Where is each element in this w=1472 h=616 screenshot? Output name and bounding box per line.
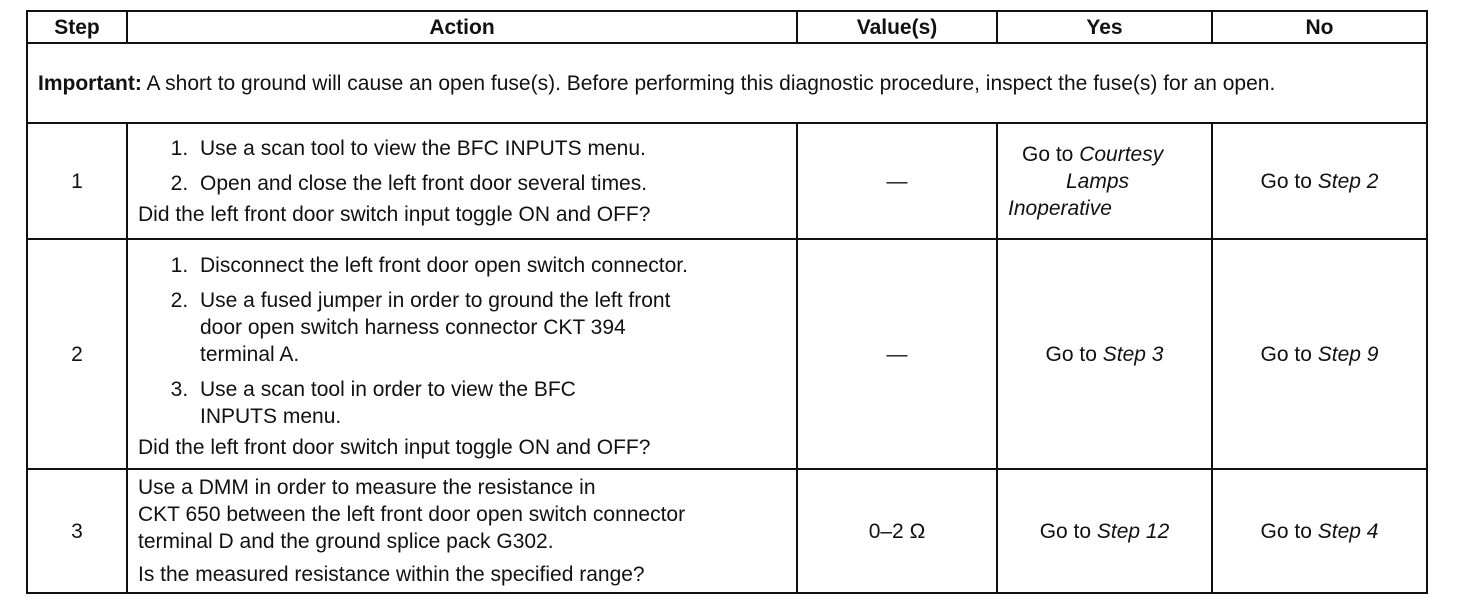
yes-prefix: Go to <box>1039 519 1097 543</box>
no-cell <box>1212 469 1427 593</box>
yes-reference-link[interactable]: Step 3 <box>1102 342 1164 366</box>
no-reference-link[interactable]: Step 2 <box>1317 169 1379 193</box>
yes-reference-link[interactable]: Lamps <box>1066 169 1130 193</box>
no-cell <box>1212 123 1427 239</box>
table-row <box>27 123 1427 239</box>
action-step: 2. Use a fused jumper in order to ground the left front door open switch harness connector CKT 394 terminal A. <box>194 287 786 368</box>
no-reference-link[interactable]: Step 4 <box>1317 519 1379 543</box>
no-cell <box>1212 239 1427 469</box>
header-row <box>27 11 1427 43</box>
diagnostic-table <box>26 10 1428 594</box>
yes-reference-link[interactable]: Inoperative <box>1008 196 1112 220</box>
important-row <box>27 43 1427 123</box>
header-yes: Yes <box>997 11 1212 43</box>
yes-reference-link[interactable]: Courtesy <box>1079 142 1164 166</box>
action-steps <box>138 135 786 197</box>
action-question: Is the measured resistance within the specified range? <box>138 563 645 586</box>
no-prefix: Go to <box>1260 519 1318 543</box>
important-label: Important: <box>38 71 142 95</box>
action-cell <box>127 469 797 593</box>
yes-cell <box>997 469 1212 593</box>
header-no: No <box>1212 11 1427 43</box>
action-steps <box>138 252 786 430</box>
action-step: 1. Use a scan tool to view the BFC INPUTS menu. <box>194 135 786 162</box>
action-cell <box>127 239 797 469</box>
value-cell: 0–2 Ω <box>797 469 997 593</box>
action-step: 2. Open and close the left front door several times. <box>194 170 786 197</box>
action-cell <box>127 123 797 239</box>
value-cell: — <box>797 239 997 469</box>
important-text: A short to ground will cause an open fuse(s). Before performing this diagnostic procedure, inspect the fuse(s) for an open. <box>141 71 1276 95</box>
action-step: 1. Disconnect the left front door open switch connector. <box>194 252 786 279</box>
table-row <box>27 469 1427 593</box>
no-prefix: Go to <box>1260 169 1318 193</box>
no-reference-link[interactable]: Step 9 <box>1317 342 1379 366</box>
yes-reference-link[interactable]: Step 12 <box>1096 519 1170 543</box>
yes-prefix: Go to <box>1022 142 1080 166</box>
yes-prefix: Go to <box>1045 342 1103 366</box>
table-row <box>27 239 1427 469</box>
step-number: 3 <box>27 469 127 593</box>
action-question: Did the left front door switch input toggle ON and OFF? <box>138 202 651 226</box>
step-number: 1 <box>27 123 127 239</box>
action-question: Did the left front door switch input toggle ON and OFF? <box>138 435 651 459</box>
value-cell: — <box>797 123 997 239</box>
action-step: 3. Use a scan tool in order to view the BFC INPUTS menu. <box>194 376 786 430</box>
action-text: Use a DMM in order to measure the resistance in CKT 650 between the left front door open switch connector terminal D and the ground splice pack G302. <box>138 476 686 553</box>
yes-cell <box>997 239 1212 469</box>
no-prefix: Go to <box>1260 342 1318 366</box>
header-action: Action <box>127 11 797 43</box>
yes-cell <box>997 123 1212 239</box>
important-note <box>27 43 1427 123</box>
header-step: Step <box>27 11 127 43</box>
header-values: Value(s) <box>797 11 997 43</box>
step-number: 2 <box>27 239 127 469</box>
